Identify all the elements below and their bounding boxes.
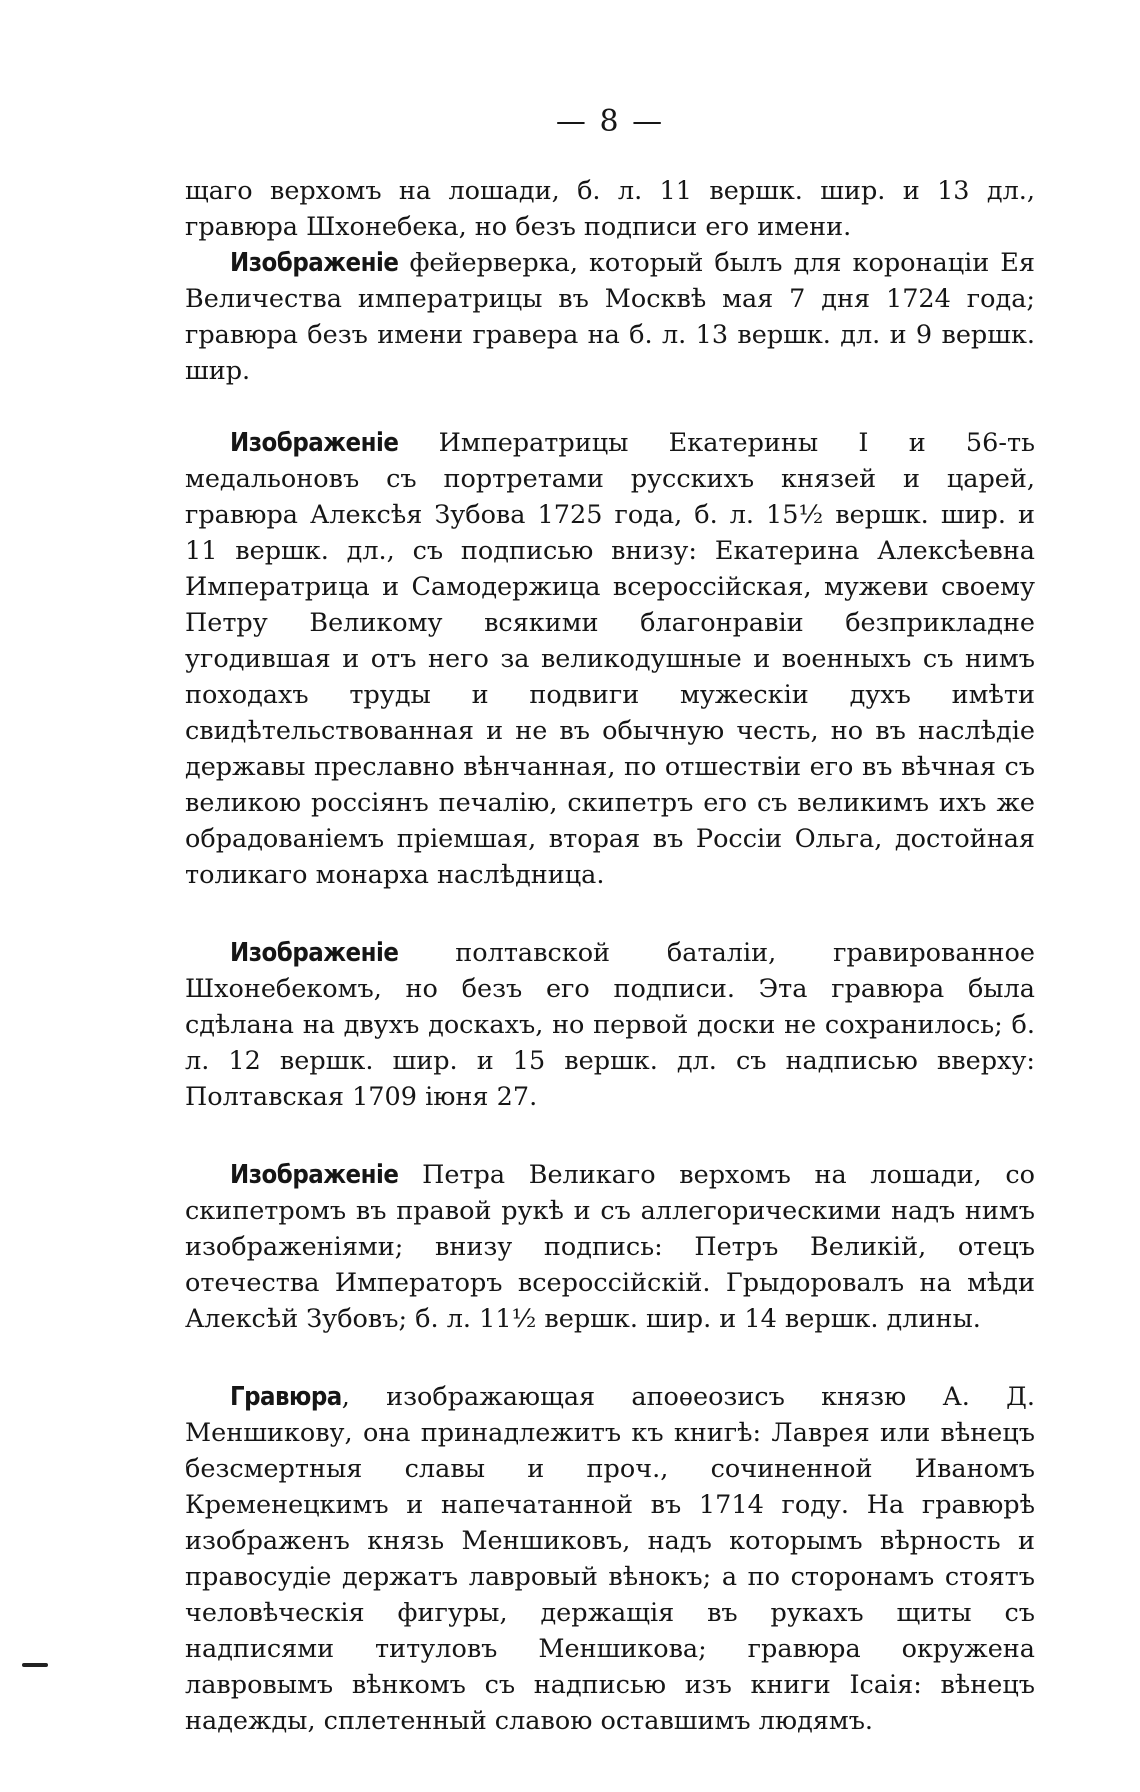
entry-lead: Изображеніе [230,248,399,278]
entry-text: , изображающая апоѳеозисъ князю А. Д. Меншикову, она принадлежитъ къ книгѣ: Лаврея или вѣнецъ безсмертныя славы и проч., сочиненной Иваномъ Кременецкимъ и напечатанной въ 1714 году. На гравюрѣ изображенъ князь Меншиковъ, надъ которымъ вѣрность и правосудіе держатъ лавровый вѣнокъ; а по сторонамъ стоятъ человѣческія фигуры, держащія въ рукахъ щиты съ надписями титуловъ Меншикова; гравюра окружена лавровымъ вѣнкомъ съ надписью изъ книги Ісаія: вѣнецъ надежды, сплетенный славою оставшимъ людямъ. [185,1382,1035,1736]
entry-continuation [185,173,1035,245]
entry-peter-the-great [185,1157,1035,1337]
entry-lead: Изображеніе [230,1160,399,1190]
entry-lead: Изображеніе [230,428,399,458]
document-page [185,104,1035,1739]
entry-fireworks [185,245,1035,389]
entry-text: щаго верхомъ на лошади, б. л. 11 вершк. шир. и 13 дл., гравюра Шхонебека, но безъ подписи его имени. [185,176,1035,242]
entry-poltava-battle [185,935,1035,1115]
entry-text: Петра Великаго верхомъ на лошади, со скипетромъ въ правой рукѣ и съ аллегорическими надъ нимъ изображеніями; внизу подпись: Петръ Великій, отецъ отечества Императоръ всероссійскій. Грыдоровалъ на мѣди Алексѣй Зубовъ; б. л. 11½ вершк. шир. и 14 вершк. длины. [185,1160,1035,1334]
entry-lead: Изображеніе [230,938,399,968]
ink-speck-mark [22,1663,48,1667]
entry-text: Императрицы Екатерины I и 56-ть медальоновъ съ портретами русскихъ князей и царей, гравюра Алексѣя Зубова 1725 года, б. л. 15½ вершк. шир. и 11 вершк. дл., съ подписью внизу: Екатерина Алексѣевна Императрица и Самодержица всероссійская, мужеви своему Петру Великому всякими благонравіи безприкладне угодившая и отъ него за великодушные и военныхъ съ нимъ походахъ труды и подвиги мужескіи духъ имѣти свидѣтельствованная и не въ обычную честь, но въ наслѣдіе державы преславно вѣнчанная, по отшествіи его въ вѣчная съ великою россіянъ печалію, скипетръ его съ великимъ ихъ же обрадованіемъ пріемшая, вторая въ Россіи Ольга, достойная толикаго монарха наслѣдница. [185,428,1035,890]
entry-empress-catherine [185,425,1035,893]
entry-text: фейерверка, который былъ для коронаціи Ея Величества императрицы въ Москвѣ мая 7 дня 1724 года; гравюра безъ имени гравера на б. л. 13 вершк. дл. и 9 вершк. шир. [185,248,1035,386]
entry-lead: Гравюра [230,1382,342,1412]
entry-text: полтавской баталіи, гравированное Шхонебекомъ, но безъ его подписи. Эта гравюра была сдѣлана на двухъ доскахъ, но первой доски не сохранилось; б. л. 12 вершк. шир. и 15 вершк. дл. съ надписью вверху: Полтавская 1709 іюня 27. [185,938,1035,1112]
entry-menshikov-engraving [185,1379,1035,1739]
page-number: — 8 — [555,104,665,139]
